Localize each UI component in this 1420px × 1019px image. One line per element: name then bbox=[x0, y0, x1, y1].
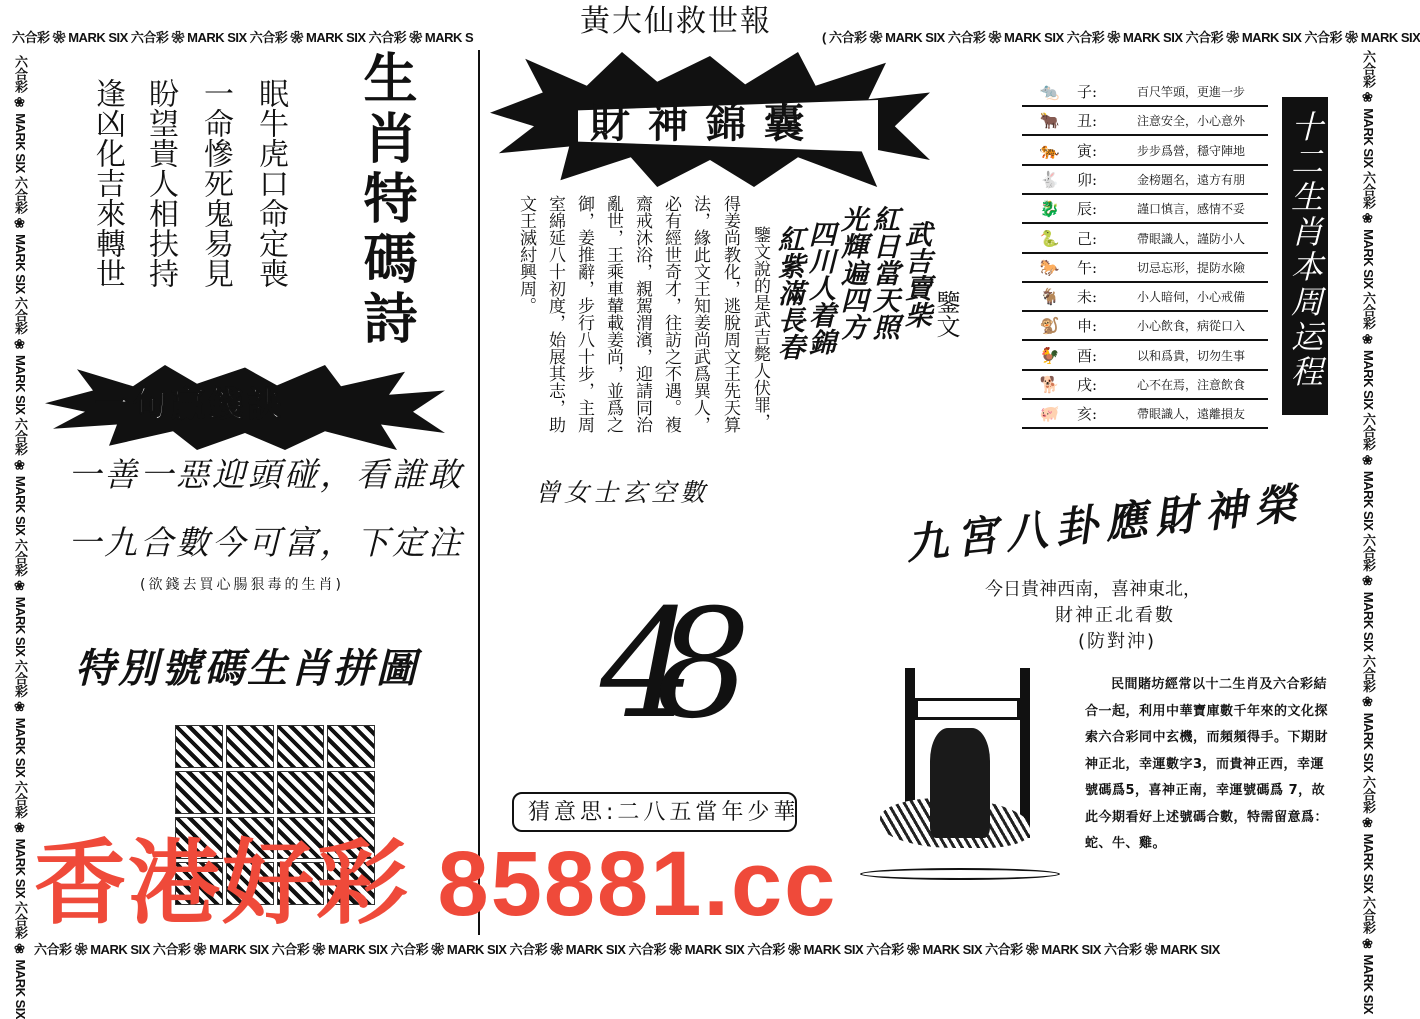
zodiac-animal-icon: 🐍 bbox=[1039, 228, 1060, 248]
bagua-title: 九宮八卦應財神榮 bbox=[903, 478, 1307, 569]
zodiac-animal-icon: 🐖 bbox=[1039, 404, 1060, 424]
number-title: 曾女士玄空數 bbox=[535, 478, 710, 507]
puzzle-tile bbox=[277, 725, 325, 768]
poem-heading: 鑒文 bbox=[932, 290, 960, 338]
poem-line: 武吉賣柴 bbox=[900, 220, 931, 328]
zodiac-name: 辰: bbox=[1077, 200, 1098, 219]
zodiac-name: 卯: bbox=[1077, 170, 1098, 189]
poem-line: 紅紫滿長春 bbox=[773, 225, 804, 360]
zodiac-fortune: 切忌忘形，提防水險 bbox=[1137, 260, 1246, 275]
burst-title: 財神錦囊 bbox=[590, 100, 822, 147]
zodiac-fortune: 謹口慎言，感情不妥 bbox=[1137, 202, 1246, 217]
bagua-line: 財神正北看數 bbox=[1055, 605, 1175, 626]
zodiac-row bbox=[1022, 166, 1268, 195]
column-divider bbox=[478, 50, 480, 935]
zodiac-fortune: 步步爲營，穩守陣地 bbox=[1137, 143, 1246, 158]
zodiac-name: 未: bbox=[1077, 288, 1098, 307]
zodiac-row bbox=[1022, 107, 1268, 136]
burst-title: 一句贏錢訣 bbox=[95, 385, 285, 425]
puzzle-title: 特別號碼生肖拼圖 bbox=[75, 646, 419, 692]
bagua-line: (防對沖) bbox=[1078, 631, 1157, 652]
zodiac-row bbox=[1022, 371, 1268, 400]
story-column: 法，緣此文王知姜尚武爲異人， bbox=[690, 195, 710, 433]
border-top-right: ( 六合彩 ❀ MARK SIX 六合彩 ❀ MARK SIX 六合彩 ❀ MARK SIX 六合彩 ❀ MARK SIX 六合彩 ❀ MARK SIX bbox=[822, 30, 1420, 45]
article-paragraph: 民間賭坊經常以十二生肖及六合彩結合一起，利用中華寶庫數千年來的文化探索六合彩同中玄機，而頻頻得手。下期財神正北，幸運數字3，而貴神正西，幸運號碼爲5，喜神正南，幸運號碼爲 7，故此今期看好上述號碼合數，特需留意爲：蛇、牛、雞。 bbox=[1085, 677, 1329, 851]
handwritten-number: 48 bbox=[600, 578, 711, 752]
zodiac-fortune: 心不在焉，注意飲食 bbox=[1137, 378, 1246, 392]
story-column: 得姜尚教化，逃脫周文王先天算 bbox=[720, 195, 740, 433]
puzzle-tile bbox=[226, 725, 274, 768]
story-column: 文王滅紂興周。 bbox=[516, 195, 536, 314]
tip-caption: (欲錢去買心腸狠毒的生肖) bbox=[140, 577, 344, 593]
zodiac-name: 申: bbox=[1077, 317, 1098, 336]
border-top-left: 六合彩 ❀ MARK SIX 六合彩 ❀ MARK SIX 六合彩 ❀ MARK SIX 六合彩 ❀ MARK S bbox=[12, 30, 474, 45]
border-right: 六合彩 ❀ MARK SIX 六合彩 ❀ MARK SIX 六合彩 ❀ MARK SIX 六合彩 ❀ MARK SIX 六合彩 ❀ MARK SIX 六合彩 ❀ MARK SIX 六合彩 ❀ MARK SIX 六合彩 ❀ MARK SIX bbox=[1361, 50, 1376, 1015]
story-column: 必有經世奇才，往訪之不遇。複 bbox=[661, 195, 681, 433]
puzzle-tile bbox=[327, 725, 375, 768]
story-column: 齋戒沐浴，親駕渭濱，迎請同治 bbox=[632, 195, 652, 433]
poem-line: 逢凶化吉來轉世 bbox=[90, 78, 125, 288]
zodiac-row bbox=[1022, 78, 1268, 107]
poem-line: 盼望貴人相扶持 bbox=[143, 78, 178, 288]
zodiac-name: 戌: bbox=[1077, 376, 1098, 394]
zodiac-fortune: 百尺竿頭，更進一步 bbox=[1137, 85, 1246, 99]
zodiac-fortune: 小人暗伺，小心戒備 bbox=[1137, 290, 1246, 305]
zodiac-row bbox=[1022, 137, 1268, 166]
poem-line: 眠牛虎口命定喪 bbox=[253, 78, 288, 288]
general-on-horse-illustration bbox=[860, 668, 1065, 898]
puzzle-tile bbox=[277, 771, 325, 814]
watermark: 香港好彩 85881.cc bbox=[34, 833, 838, 935]
zodiac-fortune: 以和爲貴，切勿生事 bbox=[1137, 348, 1246, 363]
zodiac-animal-icon: 🐇 bbox=[1039, 169, 1060, 189]
zodiac-fortune: 小心飲食，病從口入 bbox=[1137, 319, 1246, 334]
zodiac-name: 亥: bbox=[1077, 405, 1098, 424]
zodiac-animal-icon: 🐀 bbox=[1039, 82, 1060, 101]
zodiac-row bbox=[1022, 254, 1268, 283]
zodiac-animal-icon: 🐂 bbox=[1039, 111, 1060, 131]
zodiac-row bbox=[1022, 283, 1268, 312]
zodiac-name: 午: bbox=[1077, 258, 1098, 277]
zodiac-fortune: 注意安全，小心意外 bbox=[1137, 114, 1246, 129]
zodiac-animal-icon: 🐎 bbox=[1039, 257, 1060, 277]
zodiac-row bbox=[1022, 312, 1268, 341]
story-column: 亂世，王乘車輦載姜尚，並爲之 bbox=[603, 195, 623, 433]
zodiac-fortune: 帶眼識人，謹防小人 bbox=[1137, 231, 1246, 246]
masthead: 黃大仙救世報 bbox=[580, 4, 772, 39]
border-left: 六合彩 ❀ MARK SIX 六合彩 ❀ MARK SIX 六合彩 ❀ MARK SIX 六合彩 ❀ MARK SIX 六合彩 ❀ MARK SIX 六合彩 ❀ MARK SIX 六合彩 ❀ MARK SIX 六合彩 ❀ MARK SIX bbox=[13, 55, 28, 1019]
tip-line: 一九合數今可富，下定注 bbox=[68, 523, 464, 562]
poem-line: 光輝遍四方 bbox=[836, 205, 867, 340]
zodiac-fortune: 金榜題名，遠方有朋 bbox=[1137, 172, 1246, 187]
bagua-line: 今日貴神西南，喜神東北， bbox=[985, 579, 1201, 600]
poem-line: 四川人着錦 bbox=[804, 220, 835, 355]
zodiac-row bbox=[1022, 195, 1268, 224]
story-column: 室綿延八十初度，始展其志，助 bbox=[545, 195, 565, 433]
zodiac-name: 寅: bbox=[1077, 141, 1098, 160]
riddle-box: 猜意思:二八五當年少華 bbox=[512, 792, 797, 832]
poem-line: 一命慘死鬼易見 bbox=[198, 78, 233, 288]
zodiac-animal-icon: 🐒 bbox=[1039, 316, 1060, 336]
zodiac-animal-icon: 🐉 bbox=[1039, 199, 1060, 219]
puzzle-tile bbox=[175, 771, 223, 814]
zodiac-row bbox=[1022, 400, 1268, 429]
zodiac-row bbox=[1022, 225, 1268, 254]
zodiac-name: 酉: bbox=[1077, 346, 1098, 365]
zodiac-animal-icon: 🐕 bbox=[1039, 375, 1060, 394]
zodiac-name: 己: bbox=[1077, 229, 1098, 248]
zodiac-name: 子: bbox=[1077, 83, 1098, 101]
zodiac-row bbox=[1022, 342, 1268, 371]
zodiac-fortune: 帶眼識人，遠離損友 bbox=[1137, 407, 1246, 422]
tip-line: 一善一惡迎頭碰，看誰敢 bbox=[68, 455, 464, 494]
zodiac-animal-icon: 🐓 bbox=[1039, 345, 1060, 365]
border-bottom: 六合彩 ❀ MARK SIX 六合彩 ❀ MARK SIX 六合彩 ❀ MARK SIX 六合彩 ❀ MARK SIX 六合彩 ❀ MARK SIX 六合彩 ❀ MARK SIX 六合彩 ❀ MARK SIX 六合彩 ❀ MARK SIX 六合彩 ❀ MARK SIX 六合彩 ❀ MARK SIX bbox=[34, 942, 1220, 957]
puzzle-tile bbox=[175, 725, 223, 768]
zodiac-animal-icon: 🐐 bbox=[1039, 287, 1060, 307]
zodiac-animal-icon: 🐅 bbox=[1039, 140, 1060, 160]
poem-line: 紅日當天照 bbox=[868, 205, 899, 340]
story-column: 鑒文說的是武吉斃人伏罪， bbox=[750, 226, 770, 430]
puzzle-tile bbox=[226, 771, 274, 814]
fortune-title: 十二生肖本周运程 bbox=[1286, 110, 1324, 390]
puzzle-tile bbox=[327, 771, 375, 814]
zodiac-name: 丑: bbox=[1077, 112, 1098, 131]
story-column: 御，姜推辭，步行八十步，主周 bbox=[574, 195, 594, 433]
poem-title: 生肖特碼詩 bbox=[355, 50, 419, 350]
